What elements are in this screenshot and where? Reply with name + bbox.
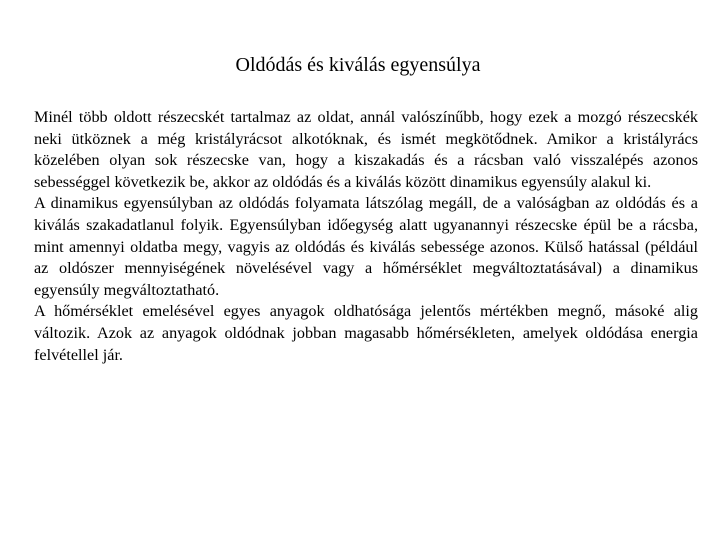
slide-title: Oldódás és kiválás egyensúlya <box>235 54 481 76</box>
paragraph-dynamic-equilibrium-formation: Minél több oldott részecskét tartalmaz az oldat, annál valószínűbb, hogy ezek a mozgó részecskék neki ütköznek a még kristályrácsot alkotóknak, és ismét megkötődnek. Amikor a kristályrács közelében olyan sok részecske van, hogy a kiszakadás és a rácsban való visszalépés azonos sebességgel következik be, akkor az oldódás és a kiválás között dinamikus egyensúly alakul ki. <box>34 108 698 191</box>
slide-body <box>34 107 698 366</box>
paragraph-temperature-effect: A hőmérséklet emelésével egyes anyagok oldhatósága jelentős mértékben megnő, másoké alig változik. Azok az anyagok oldódnak jobban magasabb hőmérsékleten, amelyek oldódása energia felvétellel jár. <box>34 302 698 364</box>
paragraph-dynamic-equilibrium-process: A dinamikus egyensúlyban az oldódás folyamata látszólag megáll, de a valóságban az oldódás és a kiválás szakadatlanul folyik. Egyensúlyban időegység alatt ugyanannyi részecske épül be a rácsba, mint amennyi oldatba megy, vagyis az oldódás és kiválás sebessége azonos. Külső hatással (például az oldószer mennyiségének növelésével vagy a hőmérséklet megváltoztatásával) a dinamikus egyensúly megváltoztatható. <box>34 194 698 299</box>
